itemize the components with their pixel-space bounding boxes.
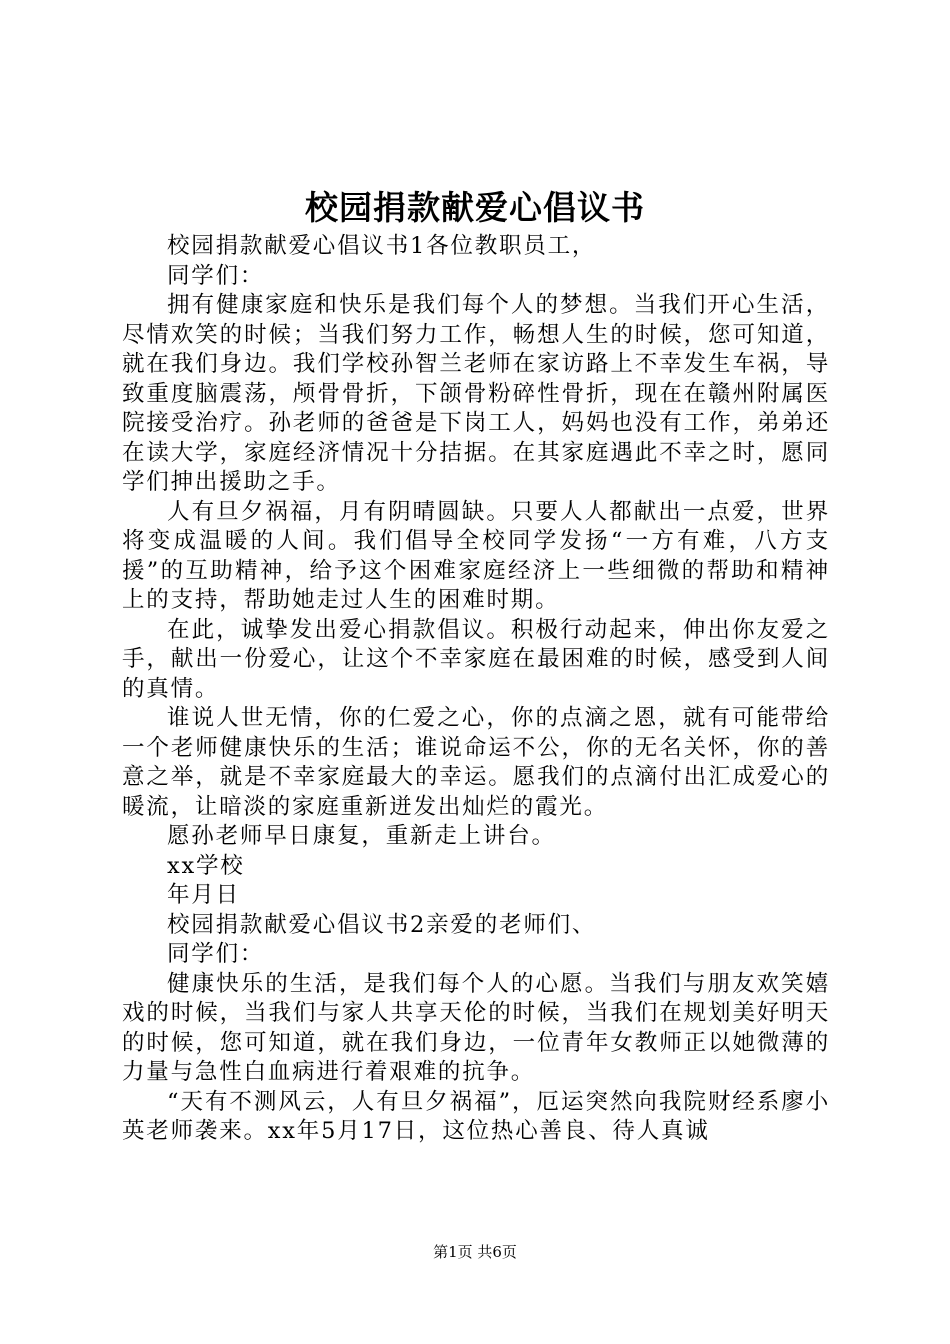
paragraph: 在此，诚挚发出爱心捐款倡议。积极行动起来，伸出你友爱之手，献出一份爱心，让这个不幸家庭在最困难的时候，感受到人间的真情。 bbox=[122, 616, 830, 702]
paragraph: 人有旦夕祸福，月有阴晴圆缺。只要人人都献出一点爱，世界将变成温暖的人间。我们倡导全校同学发扬“一方有难，八方支援”的互助精神，给予这个困难家庭经济上一些细微的帮助和精神上的支持，帮助她走过人生的困难时期。 bbox=[122, 498, 830, 613]
paragraph: xx学校 bbox=[167, 852, 245, 879]
document-body bbox=[122, 232, 830, 1147]
paragraph: 谁说人世无情，你的仁爱之心，你的点滴之恩，就有可能带给一个老师健康快乐的生活；谁说命运不公，你的无名关怀，你的善意之举，就是不幸家庭最大的幸运。愿我们的点滴付出汇成爱心的暖流，让暗淡的家庭重新迸发出灿烂的霞光。 bbox=[122, 705, 830, 820]
paragraph: 愿孙老师早日康复，重新走上讲台。 bbox=[167, 823, 556, 849]
paragraph: 拥有健康家庭和快乐是我们每个人的梦想。当我们开心生活，尽情欢笑的时候；当我们努力工作，畅想人生的时候，您可知道，就在我们身边。我们学校孙智兰老师在家访路上不幸发生车祸，导致重度脑震荡，颅骨骨折，下颌骨粉碎性骨折，现在在赣州附属医院接受治疗。孙老师的爸爸是下岗工人，妈妈也没有工作，弟弟还在读大学，家庭经济情况十分拮据。在其家庭遇此不幸之时，愿同学们抻出援助之手。 bbox=[122, 292, 830, 495]
paragraph: 同学们： bbox=[167, 262, 265, 289]
paragraph: 健康快乐的生活，是我们每个人的心愿。当我们与朋友欢笑嬉戏的时候，当我们与家人共享天伦的时候，当我们在规划美好明天的时候，您可知道，就在我们身边，一位青年女教师正以她微薄的力量与急性白血病进行着艰难的抗争。 bbox=[122, 970, 830, 1085]
document-title: 校园捐款献爱心倡议书 bbox=[305, 188, 645, 227]
paragraph: 同学们： bbox=[167, 941, 265, 967]
paragraph: 校园捐款献爱心倡议书2亲爱的老师们、 bbox=[167, 911, 597, 938]
paragraph: 校园捐款献爱心倡议书1各位教职员工， bbox=[167, 233, 597, 259]
paragraph: “天有不测风云，人有旦夕祸福”，厄运突然向我院财经系廖小英老师袭来。xx年5月17日，这位热心善良、待人真诚 bbox=[122, 1088, 830, 1144]
page-number-footer: 第1页 共6页 bbox=[433, 1243, 517, 1261]
paragraph: 年月日 bbox=[167, 882, 240, 908]
